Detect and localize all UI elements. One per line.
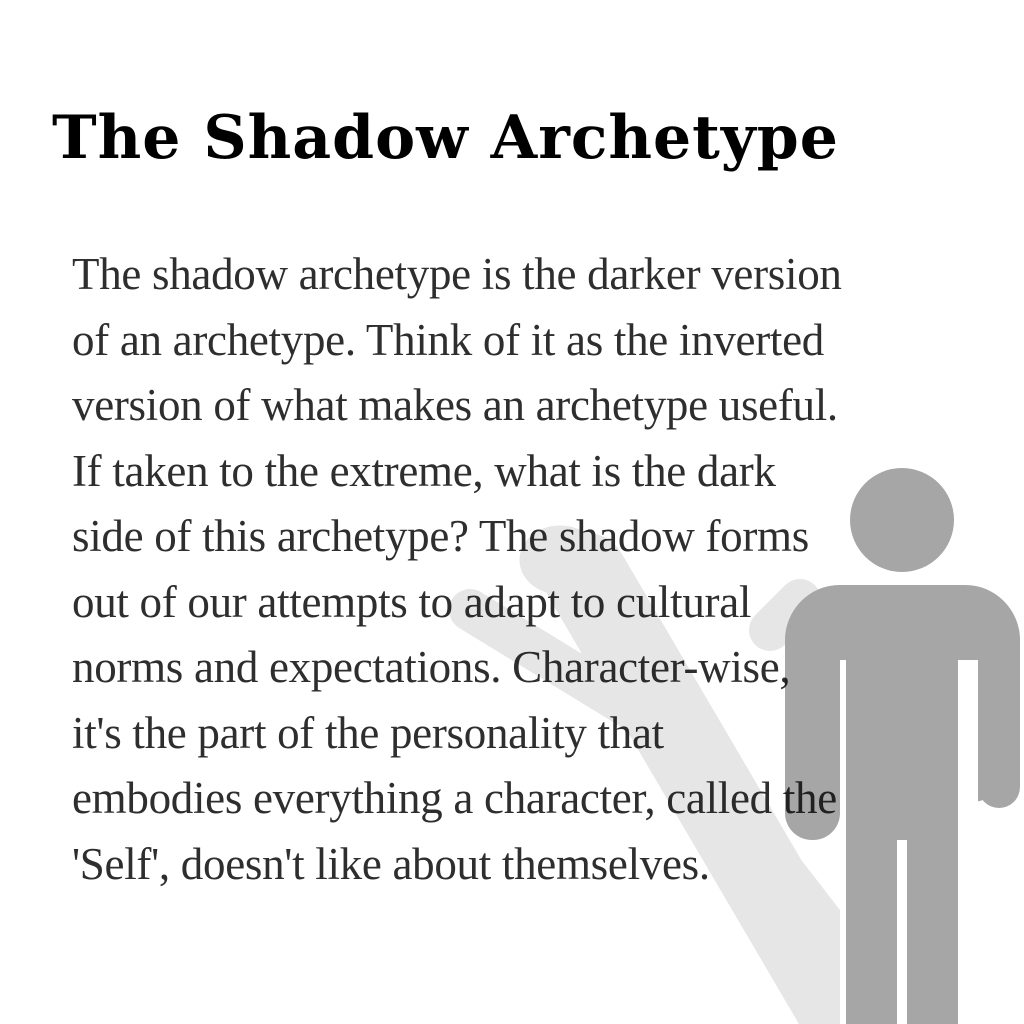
body-line: of an archetype. Think of it as the inverted <box>72 314 824 365</box>
body-paragraph <box>72 242 972 897</box>
page-title: The Shadow Archetype <box>52 103 839 173</box>
body-line: norms and expectations. Character-wise, <box>72 642 791 692</box>
body-line: version of what makes an archetype useful. <box>72 380 838 430</box>
body-line: 'Self', doesn't like about themselves. <box>72 838 710 889</box>
body-line: it's the part of the personality that <box>72 707 664 758</box>
body-line: The shadow archetype is the darker version <box>72 249 842 299</box>
body-line: out of our attempts to adapt to cultural <box>72 576 752 627</box>
body-line: If taken to the extreme, what is the dark <box>72 445 776 496</box>
body-line: embodies everything a character, called the <box>72 773 837 823</box>
body-line: side of this archetype? The shadow forms <box>72 511 809 561</box>
